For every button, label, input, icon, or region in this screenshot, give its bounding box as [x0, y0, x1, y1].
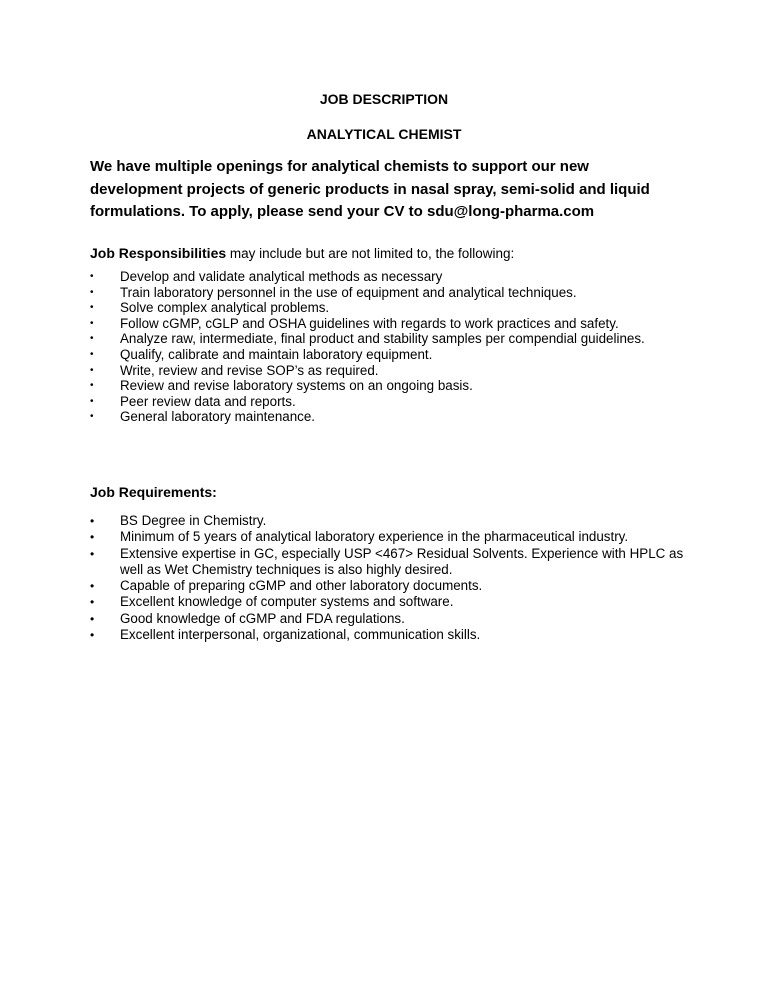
list-item — [90, 285, 680, 301]
bullet-icon: • — [90, 333, 94, 345]
bullet-icon: • — [90, 411, 94, 423]
list-item — [90, 300, 680, 316]
list-item-text: Review and revise laboratory systems on an ongoing basis. — [120, 378, 473, 394]
responsibilities-heading — [90, 245, 514, 262]
list-item-text: Capable of preparing cGMP and other laboratory documents. — [120, 578, 483, 594]
bullet-icon: • — [90, 348, 94, 360]
list-item — [90, 578, 692, 594]
list-item — [90, 627, 692, 643]
requirements-heading — [90, 484, 217, 501]
responsibilities-heading-rest: may include but are not limited to, the following: — [226, 246, 515, 261]
list-item — [90, 546, 692, 579]
list-item-text: Excellent interpersonal, organizational, communication skills. — [120, 627, 481, 643]
document-title: JOB DESCRIPTION — [319, 91, 449, 107]
list-item — [90, 316, 680, 332]
list-item-text: Develop and validate analytical methods as necessary — [120, 269, 443, 284]
bullet-icon: • — [90, 514, 95, 528]
bullet-icon: • — [90, 271, 94, 282]
list-item — [90, 513, 692, 529]
list-item-text: Excellent knowledge of computer systems and software. — [120, 594, 454, 610]
list-item-text: Minimum of 5 years of analytical laboratory experience in the pharmaceutical industry. — [120, 529, 629, 545]
requirements-list — [90, 513, 690, 643]
list-item-text: Good knowledge of cGMP and FDA regulations. — [120, 610, 405, 626]
requirements-heading-bold: Job Requirements: — [90, 484, 217, 500]
list-item — [90, 394, 680, 410]
list-item-text: Qualify, calibrate and maintain laboratory equipment. — [120, 346, 433, 362]
bullet-icon: • — [90, 380, 94, 392]
bullet-icon: • — [90, 546, 95, 561]
list-item-text: BS Degree in Chemistry. — [120, 513, 267, 528]
list-item — [90, 594, 692, 610]
bullet-icon: • — [90, 395, 94, 407]
list-item-text: Solve complex analytical problems. — [120, 300, 330, 316]
list-item-text: Extensive expertise in GC, especially USP <467> Residual Solvents. Experience with HPLC as well as Wet Chemistry techniques is also highly desired. — [120, 545, 684, 577]
bullet-icon: • — [90, 530, 95, 545]
bullet-icon: • — [90, 302, 94, 314]
job-title: ANALYTICAL CHEMIST — [306, 126, 462, 142]
list-item — [90, 331, 680, 347]
responsibilities-list — [90, 269, 690, 425]
list-item-text: Peer review data and reports. — [120, 393, 296, 409]
list-item — [90, 347, 680, 363]
list-item — [90, 409, 680, 425]
bullet-icon: • — [90, 595, 95, 610]
list-item-text: Train laboratory personnel in the use of equipment and analytical techniques. — [120, 284, 577, 300]
bullet-icon: • — [90, 286, 94, 298]
bullet-icon: • — [90, 628, 95, 643]
list-item — [90, 363, 680, 379]
list-item-text: Analyze raw, intermediate, final product and stability samples per compendial guidelines. — [120, 331, 645, 347]
bullet-icon: • — [90, 611, 95, 626]
bullet-icon: • — [90, 579, 95, 594]
bullet-icon: • — [90, 317, 94, 329]
responsibilities-heading-bold: Job Responsibilities — [90, 245, 227, 261]
list-item — [90, 378, 680, 394]
intro-paragraph: We have multiple openings for analytical chemists to support our new development projects of generic products in nasal spray, semi-solid and liquid formulations. To apply, please send your CV to sdu@long-pharma.com — [90, 158, 650, 220]
bullet-icon: • — [90, 364, 94, 376]
list-item-text: Follow cGMP, cGLP and OSHA guidelines with regards to work practices and safety. — [120, 315, 619, 331]
list-item — [90, 529, 692, 545]
list-item-text: Write, review and revise SOP’s as required. — [120, 362, 379, 378]
list-item — [90, 611, 692, 627]
list-item-text: General laboratory maintenance. — [120, 409, 316, 425]
list-item — [90, 269, 680, 285]
